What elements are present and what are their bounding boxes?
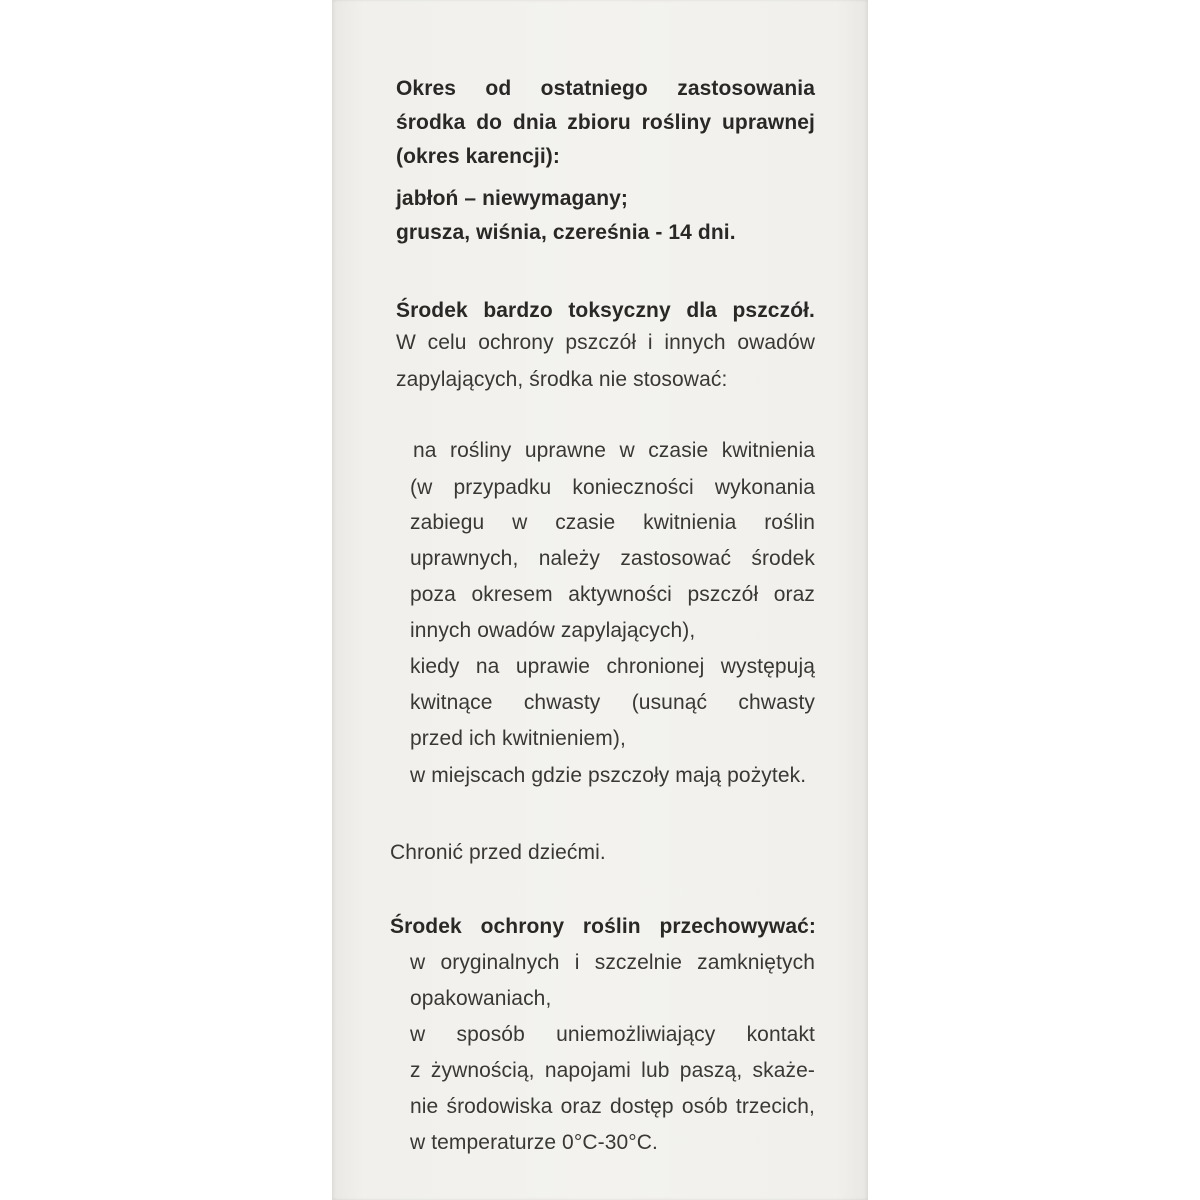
- storage-heading: Środek ochrony roślin przechowywać:: [390, 915, 816, 938]
- bees-item-line: zabiegu w czasie kwitnienia roślin: [410, 511, 815, 534]
- karencja-line: (okres karencji):: [396, 145, 560, 168]
- storage-line: z żywnością, napojami lub paszą, skaże-: [410, 1059, 815, 1082]
- bees-item-line: kwitnące chwasty (usunąć chwasty: [410, 691, 815, 714]
- storage-line: w sposób uniemożliwiający kontakt: [410, 1023, 815, 1046]
- storage-line: w temperaturze 0°C-30°C.: [410, 1131, 658, 1154]
- storage-line: nie środowiska oraz dostęp osób trzecich,: [410, 1095, 815, 1118]
- karencja-line: grusza, wiśnia, czereśnia - 14 dni.: [396, 221, 736, 244]
- bees-item-line: innych owadów zapylających),: [410, 619, 696, 642]
- bees-item-line: na rośliny uprawne w czasie kwitnienia: [413, 439, 815, 462]
- bees-intro-line: zapylających, środka nie stosować:: [396, 368, 728, 391]
- karencja-line: jabłoń – niewymagany;: [396, 187, 628, 210]
- product-label: [332, 0, 868, 1200]
- storage-line: w oryginalnych i szczelnie zamkniętych: [410, 951, 815, 974]
- storage-line: opakowaniach,: [410, 987, 552, 1010]
- bees-item-line: kiedy na uprawie chronionej występują: [410, 655, 815, 678]
- bees-item-line: uprawnych, należy zastosować środek: [410, 547, 815, 570]
- bees-item-line: w miejscach gdzie pszczoły mają pożytek.: [410, 764, 807, 787]
- karencja-line: środka do dnia zbioru rośliny uprawnej: [396, 111, 815, 134]
- bees-item-line: (w przypadku konieczności wykonania: [410, 476, 815, 499]
- karencja-line: Okres od ostatniego zastosowania: [396, 77, 815, 100]
- bees-item-line: poza okresem aktywności pszczół oraz: [410, 583, 815, 606]
- bees-item-line: przed ich kwitnieniem),: [410, 727, 626, 750]
- bees-heading: Środek bardzo toksyczny dla pszczół.: [396, 299, 815, 322]
- bees-intro-line: W celu ochrony pszczół i innych owadów: [396, 331, 815, 354]
- children-warning: Chronić przed dziećmi.: [390, 841, 606, 864]
